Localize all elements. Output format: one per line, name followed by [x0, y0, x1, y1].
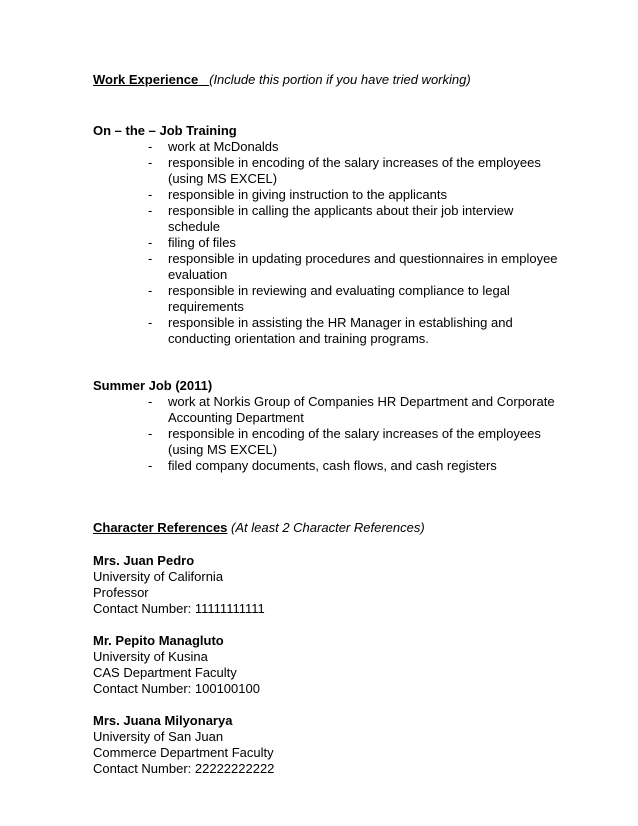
dash-bullet: - [148, 283, 153, 298]
duty-text: responsible in encoding of the salary increases of the employees (using MS EXCEL) [168, 155, 541, 186]
duty-item [93, 283, 563, 315]
duty-item [93, 394, 563, 426]
duty-text: responsible in calling the applicants about their job interview schedule [168, 203, 514, 234]
duty-item [93, 315, 563, 347]
work-experience-underline-gap [198, 72, 209, 87]
spacer [93, 88, 563, 123]
dash-bullet: - [148, 139, 153, 154]
work-experience-note: (Include this portion if you have tried working) [209, 72, 471, 87]
spacer [93, 347, 563, 378]
job-block-ojt [93, 123, 563, 347]
dash-bullet: - [148, 203, 153, 218]
reference-contact: Contact Number: 11111111111 [93, 601, 265, 616]
duty-text: responsible in assisting the HR Manager in establishing and conducting orientation and training programs. [168, 315, 513, 346]
reference-contact: Contact Number: 100100100 [93, 681, 260, 696]
reference-name: Mrs. Juan Pedro [93, 553, 195, 568]
duty-text: responsible in encoding of the salary increases of the employees (using MS EXCEL) [168, 426, 541, 457]
job-duties-list [93, 139, 563, 347]
character-references-title: Character References [93, 520, 228, 535]
duty-text: filing of files [168, 235, 236, 250]
duty-item [93, 426, 563, 458]
spacer [93, 474, 563, 520]
job-title: On – the – Job Training [93, 123, 237, 138]
duty-item [93, 235, 563, 251]
dash-bullet: - [148, 235, 153, 250]
reference-name: Mrs. Juana Milyonarya [93, 713, 233, 728]
job-duties-list [93, 394, 563, 474]
resume-page [93, 72, 563, 777]
duty-item [93, 139, 563, 155]
reference-entry [93, 553, 563, 617]
duty-item [93, 203, 563, 235]
duty-item [93, 458, 563, 474]
reference-name: Mr. Pepito Managluto [93, 633, 224, 648]
duty-text: responsible in reviewing and evaluating compliance to legal requirements [168, 283, 510, 314]
duty-text: responsible in updating procedures and questionnaires in employee evaluation [168, 251, 558, 282]
dash-bullet: - [148, 394, 153, 409]
reference-contact: Contact Number: 22222222222 [93, 761, 275, 776]
dash-bullet: - [148, 187, 153, 202]
reference-position: CAS Department Faculty [93, 665, 237, 680]
dash-bullet: - [148, 458, 153, 473]
duty-item [93, 155, 563, 187]
reference-entry [93, 633, 563, 697]
reference-position: Commerce Department Faculty [93, 745, 274, 760]
reference-institution: University of Kusina [93, 649, 208, 664]
work-experience-heading [93, 72, 563, 88]
character-references-heading [93, 520, 563, 536]
job-title: Summer Job (2011) [93, 378, 213, 393]
duty-text: work at Norkis Group of Companies HR Department and Corporate Accounting Department [168, 394, 555, 425]
dash-bullet: - [148, 315, 153, 330]
duty-text: work at McDonalds [168, 139, 279, 154]
dash-bullet: - [148, 251, 153, 266]
duty-item [93, 251, 563, 283]
job-block-summer [93, 378, 563, 474]
duty-text: responsible in giving instruction to the applicants [168, 187, 447, 202]
work-experience-title: Work Experience [93, 72, 199, 87]
reference-institution: University of California [93, 569, 224, 584]
spacer [93, 617, 563, 633]
dash-bullet: - [148, 155, 153, 170]
character-references-note: (At least 2 Character References) [231, 520, 425, 535]
dash-bullet: - [148, 426, 153, 441]
spacer [93, 536, 563, 553]
duty-item [93, 187, 563, 203]
reference-institution: University of San Juan [93, 729, 224, 744]
spacer [93, 697, 563, 713]
reference-position: Professor [93, 585, 149, 600]
reference-entry [93, 713, 563, 777]
duty-text: filed company documents, cash flows, and cash registers [168, 458, 497, 473]
